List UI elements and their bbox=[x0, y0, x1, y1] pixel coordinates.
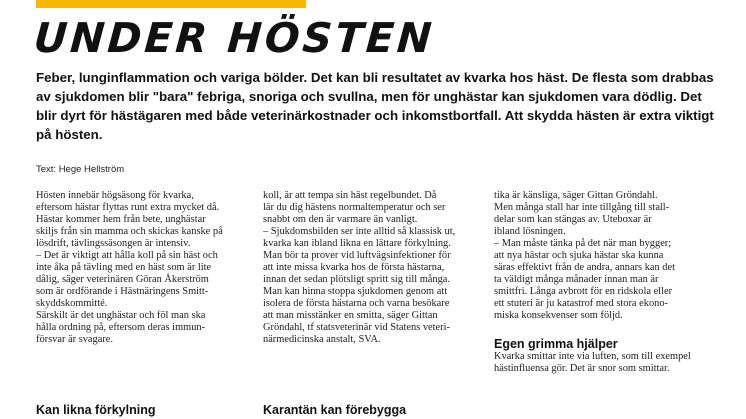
body-line: inte åka på tävling med en häst som är lite bbox=[36, 262, 212, 273]
subheading-kan-likna bbox=[36, 403, 254, 417]
body-line: närmedicinska anstalt, SVA. bbox=[263, 334, 381, 345]
subheading-karantan bbox=[263, 403, 481, 417]
body-line: – Sjukdomsbilden ser inte alltid så klassisk ut, bbox=[263, 226, 456, 237]
body-line: Kvarka smittar inte via luften, som till exempel bbox=[494, 351, 691, 362]
body-line: kvarka kan ibland likna en lättare förkylning. bbox=[263, 238, 451, 249]
body-line: lösdrift, tävlingssäsongen är intensiv. bbox=[36, 238, 191, 249]
body-line: att nya hästar och sjuka hästar ska kunna bbox=[494, 250, 664, 261]
body-line: Särskilt är det unghästar och föl man ska bbox=[36, 310, 206, 321]
body-line: ibland lösningen. bbox=[494, 226, 566, 237]
body-line: skyddskommitté. bbox=[36, 298, 108, 309]
byline: Text: Hege Hellström bbox=[36, 164, 125, 175]
body-line: ta väldigt många månader innan man är bbox=[494, 274, 659, 285]
body-line: snabbt om den är varmare än vanligt. bbox=[263, 214, 418, 225]
body-line: Gröndahl, tf statsveterinär vid Statens veteri- bbox=[263, 322, 450, 333]
body-line: att inte missa kvarka hos de första hästarna, bbox=[263, 262, 445, 273]
body-line: att man misstänker en smitta, säger Gittan bbox=[263, 310, 438, 321]
body-line: innan det sedan plötsligt spritt sig till många. bbox=[263, 274, 451, 285]
body-line: koll, är att tempa sin häst regelbundet. Då bbox=[263, 190, 437, 201]
body-line: Hösten innebär högsäsong för kvarka, bbox=[36, 190, 194, 201]
body-line: försvar är svagare. bbox=[36, 334, 114, 345]
body-line: lär du dig hästens normaltemperatur och ser bbox=[263, 202, 446, 213]
subheading-1-text: Kan likna förkylning bbox=[36, 403, 156, 417]
body-line: hålla ordning på, eftersom deras immun- bbox=[36, 322, 206, 333]
body-line: Man bör ta prover vid luftvägsinfektioner för bbox=[263, 250, 451, 261]
body-line: Hästar kommer hem från bete, unghästar bbox=[36, 214, 206, 225]
body-line: säras effektivt från de andra, annars kan det bbox=[494, 262, 675, 273]
column-2 bbox=[263, 190, 481, 346]
subheading-egen-grimma: Egen grimma hjälper bbox=[494, 337, 618, 351]
body-line: dålig, säger veterinären Göran Åkerström bbox=[36, 274, 209, 285]
article-title: UNDER HÖSTEN bbox=[32, 14, 437, 62]
body-line: – Det är viktigt att hålla koll på sin häst och bbox=[36, 250, 218, 261]
body-line: isolera de första hästarna och varna besökare bbox=[263, 298, 450, 309]
body-line: – Man måste tänka på det när man bygger; bbox=[494, 238, 672, 249]
article-lead: Feber, lunginflammation och variga bölder. Det kan bli resultatet av kvarka hos häst. De flesta som drabbas av sjukdomen blir "bara" febriga, snoriga och svullna, men för unghästar kan sjukdomen vara dödlig. Det blir dyrt för hästägaren med både veterinärkostnader och inkomstbortfall. Att skydda hästen är extra viktigt på hösten. bbox=[36, 70, 714, 142]
body-line: delar som kan stängas av. Uteboxar är bbox=[494, 214, 652, 225]
body-line: som är ordförande i Hästnäringens Smitt- bbox=[36, 286, 209, 297]
body-line: eftersom hästar flyttas runt extra mycket då. bbox=[36, 202, 220, 213]
subheading-2-text: Karantän kan förebygga bbox=[263, 403, 407, 417]
body-line: smittfri. Långa avbrott för en ridskola eller bbox=[494, 286, 673, 297]
column-1 bbox=[36, 190, 254, 346]
title-accent-bar bbox=[36, 0, 306, 8]
body-line: skiljs från sin mamma och skickas kanske på bbox=[36, 226, 223, 237]
column-3-continuation bbox=[494, 351, 712, 375]
body-line: Man kan hinna stoppa sjukdomen genom att bbox=[263, 286, 448, 297]
body-line: tika är känsliga, säger Gittan Gröndahl. bbox=[494, 190, 658, 201]
body-line: ett stuteri är ju katastrof med stora ekono- bbox=[494, 298, 668, 309]
body-line: hästinfluensa gör. Det är snor som smittar. bbox=[494, 363, 670, 374]
column-3 bbox=[494, 190, 712, 375]
body-line: miska konsekvenser som följd. bbox=[494, 310, 623, 321]
body-line: Men många stall har inte tillgång till stall- bbox=[494, 202, 670, 213]
column-3-body bbox=[494, 190, 712, 322]
